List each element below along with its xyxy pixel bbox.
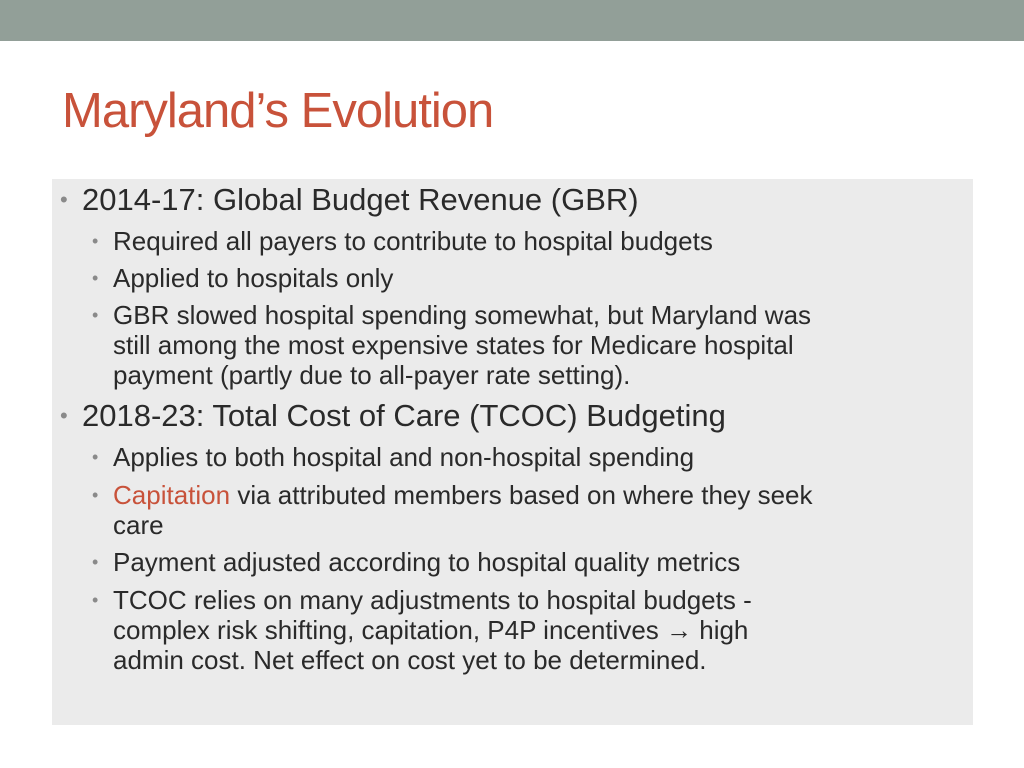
- bullet-icon: •: [60, 403, 68, 428]
- bullet-icon: •: [92, 590, 99, 610]
- list-item: [92, 547, 963, 577]
- bullet-icon: •: [92, 305, 99, 325]
- list-item-text-line: admin cost. Net effect on cost yet to be determined.: [113, 645, 707, 675]
- top-accent-bar: [0, 0, 1024, 41]
- list-item-text-line: payment (partly due to all-payer rate setting).: [113, 360, 631, 390]
- list-item: [92, 585, 963, 675]
- list-item-text: Payment adjusted according to hospital quality metrics: [113, 547, 741, 577]
- bullet-icon: •: [60, 187, 68, 212]
- list-item-text: Applies to both hospital and non-hospital spending: [113, 442, 695, 472]
- list-item-text-line: care: [113, 510, 164, 540]
- bullet-icon: •: [92, 552, 99, 572]
- section-heading-tcoc: [60, 398, 962, 433]
- list-item-text-line: complex risk shifting, capitation, P4P incentives → high: [113, 615, 749, 645]
- list-item-text: Applied to hospitals only: [113, 263, 394, 293]
- bullet-icon: •: [92, 447, 99, 467]
- list-item: [92, 300, 963, 390]
- list-item: [92, 442, 963, 472]
- slide-title: Maryland’s Evolution: [62, 84, 494, 138]
- list-item-text-line: still among the most expensive states for Medicare hospital: [113, 330, 794, 360]
- list-item-text-line: TCOC relies on many adjustments to hospital budgets -: [113, 585, 752, 615]
- list-item-text: Required all payers to contribute to hospital budgets: [113, 226, 713, 256]
- list-item-text-line: GBR slowed hospital spending somewhat, but Maryland was: [113, 300, 812, 330]
- list-item: [92, 480, 963, 540]
- list-item: [92, 263, 963, 293]
- bullet-icon: •: [92, 268, 99, 288]
- bullet-icon: •: [92, 485, 99, 505]
- highlighted-term: Capitation: [113, 480, 231, 510]
- list-item: [92, 226, 963, 256]
- section-heading-text: 2014-17: Global Budget Revenue (GBR): [82, 182, 639, 217]
- bullet-icon: •: [92, 231, 99, 251]
- section-heading-gbr: [60, 182, 962, 217]
- list-item-text-line: via attributed members based on where they seek: [237, 480, 813, 510]
- section-heading-text: 2018-23: Total Cost of Care (TCOC) Budgeting: [82, 398, 726, 433]
